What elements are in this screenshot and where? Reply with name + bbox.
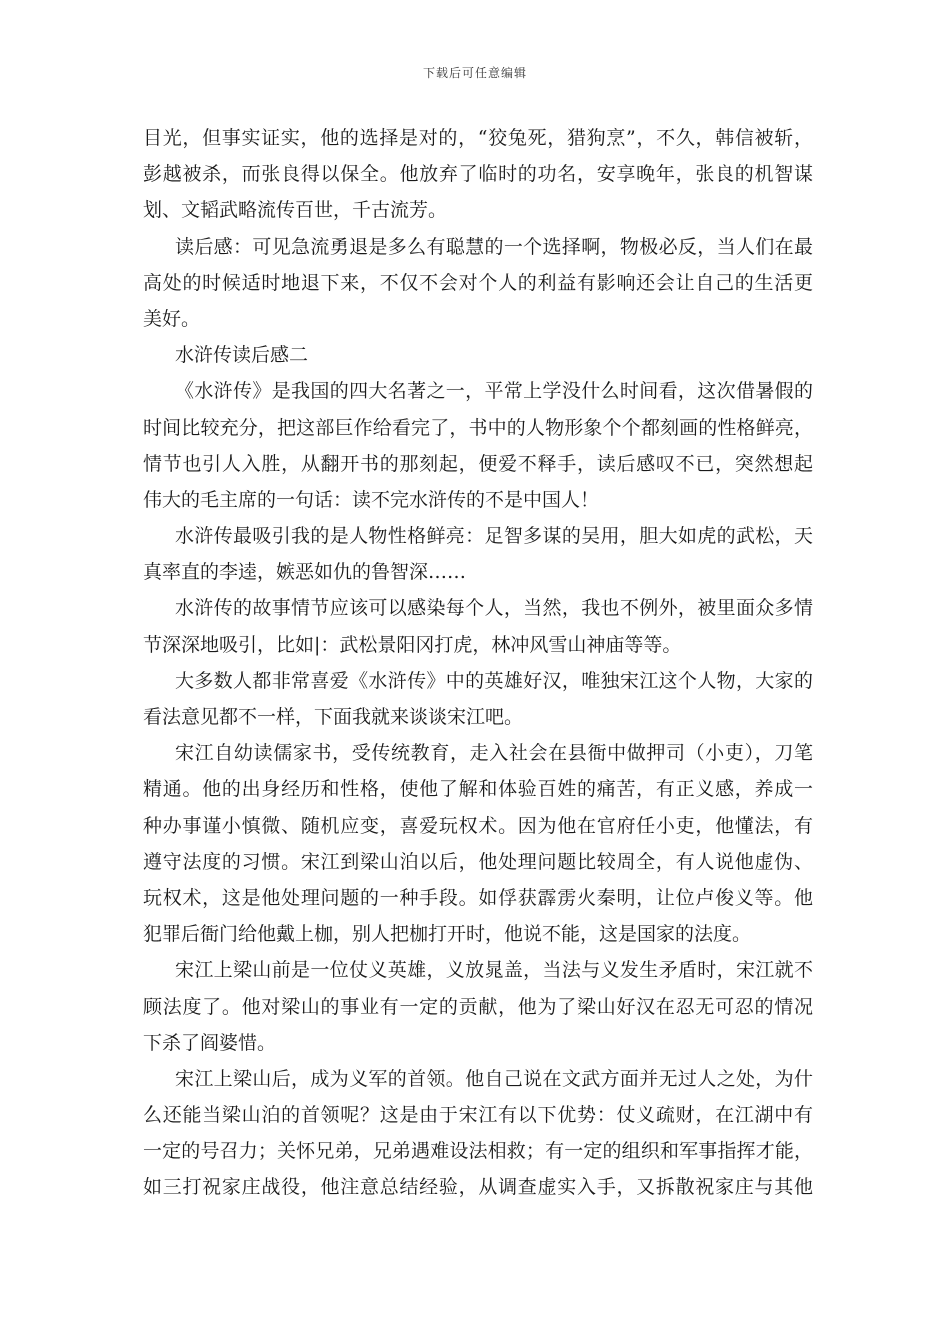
text-line: 彭越被杀，而张良得以保全。他放弃了临时的功名，安享晚年，张良的机智谋 bbox=[143, 163, 813, 186]
text-line: 情节也引人入胜，从翻开书的那刻起，便爱不释手，读后感叹不已，突然想起 bbox=[143, 452, 813, 475]
text-line: 下杀了阎婆惜。 bbox=[143, 1031, 277, 1054]
text-line: 如三打祝家庄战役，他注意总结经验，从调查虚实入手，又拆散祝家庄与其他 bbox=[143, 1176, 813, 1199]
text-line: 顾法度了。他对梁山的事业有一定的贡献，他为了梁山好汉在忍无可忍的情况 bbox=[143, 995, 813, 1018]
text-line: 遵守法度的习惯。宋江到梁山泊以后，他处理问题比较周全，有人说他虚伪、 bbox=[143, 850, 813, 873]
text-line: 真率直的李逵，嫉恶如仇的鲁智深…… bbox=[143, 561, 467, 584]
text-line: 水浒传读后感二 bbox=[175, 344, 309, 367]
text-line: 读后感：可见急流勇退是多么有聪慧的一个选择啊，物极必反，当人们在最 bbox=[175, 235, 813, 258]
text-line: 《水浒传》是我国的四大名著之一，平常上学没什么时间看，这次借暑假的 bbox=[175, 380, 813, 403]
text-line: 么还能当梁山泊的首领呢？这是由于宋江有以下优势：仗义疏财，在江湖中有 bbox=[143, 1104, 813, 1127]
text-line: 水浒传最吸引我的是人物性格鲜亮：足智多谋的吴用，胆大如虎的武松，天 bbox=[175, 525, 813, 548]
text-line: 伟大的毛主席的一句话：读不完水浒传的不是中国人！ bbox=[143, 488, 600, 511]
text-line: 水浒传的故事情节应该可以感染每个人，当然，我也不例外，被里面众多情 bbox=[175, 597, 813, 620]
text-line: 宋江自幼读儒家书，受传统教育，走入社会在县衙中做押司（小吏），刀笔 bbox=[175, 742, 813, 765]
text-line: 犯罪后衙门给他戴上枷，别人把枷打开时，他说不能，这是国家的法度。 bbox=[143, 923, 752, 946]
text-line: 玩权术，这是他处理问题的一种手段。如俘获霹雳火秦明，让位卢俊义等。他 bbox=[143, 886, 813, 909]
text-line: 宋江上梁山前是一位仗义英雄，义放晁盖，当法与义发生矛盾时，宋江就不 bbox=[175, 959, 813, 982]
text-line: 看法意见都不一样，下面我就来谈谈宋江吧。 bbox=[143, 706, 524, 728]
body-text bbox=[143, 120, 813, 1206]
text-line: 高处的时候适时地退下来，不仅不会对个人的利益有影响还会让自己的生活更 bbox=[143, 271, 813, 294]
text-line: 一定的号召力；关怀兄弟，兄弟遇难设法相救；有一定的组织和军事指挥才能， bbox=[143, 1140, 813, 1163]
text-line: 大多数人都非常喜爱《水浒传》中的英雄好汉，唯独宋江这个人物，大家的 bbox=[175, 669, 813, 692]
text-line: 种办事谨小慎微、随机应变，喜爱玩权术。因为他在官府任小吏，他懂法，有 bbox=[143, 814, 813, 837]
text-line: 精通。他的出身经历和性格，使他了解和体验百姓的痛苦，有正义感，养成一 bbox=[143, 778, 813, 801]
text-line: 美好。 bbox=[143, 307, 201, 330]
text-line: 时间比较充分，把这部巨作给看完了，书中的人物形象个个都刻画的性格鲜亮， bbox=[143, 416, 813, 439]
text-line: 目光，但事实证实，他的选择是对的，“狡兔死，猎狗烹”，不久，韩信被斩， bbox=[143, 127, 813, 149]
text-line: 划、文韬武略流传百世，千古流芳。 bbox=[143, 199, 448, 222]
text-line: 宋江上梁山后，成为义军的首领。他自己说在文武方面并无过人之处，为什 bbox=[175, 1067, 813, 1090]
page-header: 下载后可任意编辑 bbox=[422, 66, 527, 80]
text-line: 节深深地吸引，比如|：武松景阳冈打虎，林冲风雪山神庙等等。 bbox=[143, 633, 682, 656]
